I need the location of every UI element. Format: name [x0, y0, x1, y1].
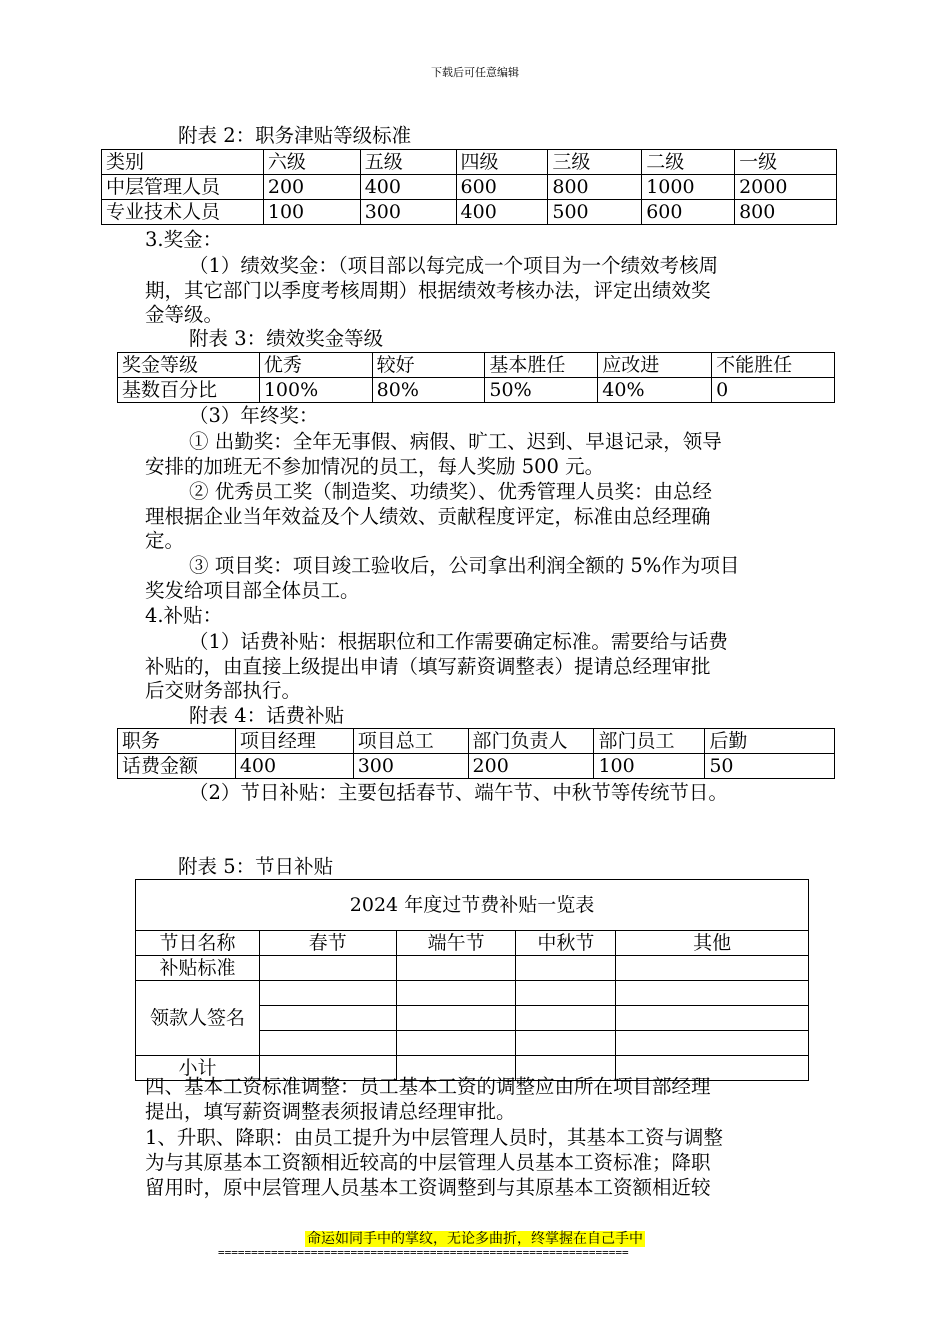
paragraph-line: ② 优秀员工奖（制造奖、功绩奖）、优秀管理人员奖：由总经 [189, 480, 712, 503]
table-cell: 100 [263, 200, 360, 225]
table-header-cell: 五级 [360, 150, 456, 175]
section-title: 4.补贴： [145, 604, 223, 627]
table-empty-cell [516, 1006, 616, 1031]
table-empty-cell [516, 981, 616, 1006]
table-header-cell: 不能胜任 [712, 353, 835, 378]
paragraph-line: 1、升职、降职：由员工提升为中层管理人员时，其基本工资与调整 [145, 1126, 723, 1149]
paragraph-line: 奖发给项目部全体员工。 [145, 579, 360, 602]
paragraph-line: 四、基本工资标准调整：员工基本工资的调整应由所在项目部经理 [145, 1075, 711, 1098]
table-cell: 500 [548, 200, 642, 225]
table-row [136, 981, 809, 1006]
table-header-cell: 项目经理 [235, 729, 353, 754]
paragraph-line: （1）绩效奖金：（项目部以每完成一个项目为一个绩效考核周 [189, 254, 719, 277]
holiday-allowance-table [135, 879, 809, 1081]
table-header-cell: 四级 [456, 150, 548, 175]
table-cell: 50% [485, 378, 598, 403]
paragraph-line: 理根据企业当年效益及个人绩效、贡献程度评定，标准由总经理确 [145, 505, 711, 528]
table-row [118, 378, 835, 403]
table-header-cell: 较好 [372, 353, 485, 378]
table-cell: 话费金额 [118, 754, 236, 779]
paragraph-line: 留用时，原中层管理人员基本工资调整到与其原基本工资额相近较 [145, 1176, 711, 1199]
table-cell: 1000 [642, 175, 735, 200]
footer-motto [0, 1228, 950, 1248]
table-cell: 400 [456, 200, 548, 225]
paragraph-line: 补贴的，由直接上级提出申请（填写薪资调整表）提请总经理审批 [145, 655, 711, 678]
section-title: 3.奖金： [145, 228, 223, 251]
table-empty-cell [259, 956, 396, 981]
paragraph-line: （2）节日补贴：主要包括春节、端午节、中秋节等传统节日。 [189, 781, 728, 804]
page-header: 下载后可任意编辑 [431, 66, 519, 79]
table-row [102, 200, 837, 225]
table-empty-cell [396, 1031, 516, 1056]
paragraph-line: 提出，填写薪资调整表须报请总经理审批。 [145, 1100, 516, 1123]
paragraph-line: （1）话费补贴：根据职位和工作需要确定标准。需要给与话费 [189, 630, 728, 653]
motto-text: 命运如同手中的掌纹，无论多曲折，终掌握在自己手中 [307, 1231, 643, 1247]
table-cell: 50 [705, 754, 835, 779]
table-empty-cell [516, 956, 616, 981]
table-cell: 40% [598, 378, 712, 403]
table-row [118, 754, 835, 779]
table-cell: 80% [372, 378, 485, 403]
paragraph-line: 后交财务部执行。 [145, 679, 302, 702]
table-header-cell: 部门员工 [594, 729, 705, 754]
table-header-cell: 三级 [548, 150, 642, 175]
table-header-row [118, 729, 835, 754]
table-header-cell: 中秋节 [516, 931, 616, 956]
table-cell: 200 [263, 175, 360, 200]
table-cell: 600 [642, 200, 735, 225]
table-empty-cell [396, 1006, 516, 1031]
table5-caption: 附表 5：节日补贴 [178, 855, 334, 878]
paragraph-line: 定。 [145, 529, 185, 552]
table-header-cell: 六级 [263, 150, 360, 175]
table-empty-cell [259, 1031, 396, 1056]
phone-allowance-table [117, 728, 835, 779]
table-empty-cell [616, 1006, 809, 1031]
table-header-cell: 一级 [735, 150, 837, 175]
table-row [102, 175, 837, 200]
table-cell: 2000 [735, 175, 837, 200]
table-empty-cell [516, 1031, 616, 1056]
table-header-cell: 其他 [616, 931, 809, 956]
table-cell: 专业技术人员 [102, 200, 264, 225]
table-empty-cell [616, 956, 809, 981]
table2-caption: 附表 2：职务津贴等级标准 [178, 124, 412, 147]
table-cell: 中层管理人员 [102, 175, 264, 200]
allowance-grade-table [101, 149, 837, 225]
table-cell: 300 [353, 754, 468, 779]
table-header-cell: 应改进 [598, 353, 712, 378]
performance-bonus-table [117, 352, 835, 403]
table-header-cell: 后勤 [705, 729, 835, 754]
table-cell: 100 [594, 754, 705, 779]
paragraph-line: 期，其它部门以季度考核周期）根据绩效考核办法，评定出绩效奖 [145, 279, 711, 302]
table-row [136, 956, 809, 981]
table-cell: 400 [235, 754, 353, 779]
table-cell: 300 [360, 200, 456, 225]
table-header-cell: 职务 [118, 729, 236, 754]
paragraph-line: 金等级。 [145, 303, 224, 326]
table-header-cell: 优秀 [259, 353, 372, 378]
table-cell: 基数百分比 [118, 378, 260, 403]
table-header-cell: 春节 [259, 931, 396, 956]
table-header-cell: 类别 [102, 150, 264, 175]
subsection-title: （3）年终奖： [189, 404, 319, 427]
table-header-row [136, 931, 809, 956]
table-cell: 100% [259, 378, 372, 403]
table-empty-cell [616, 981, 809, 1006]
paragraph-line: 为与其原基本工资额相近较高的中层管理人员基本工资标准；降职 [145, 1151, 711, 1174]
table-empty-cell [396, 981, 516, 1006]
table-cell: 800 [735, 200, 837, 225]
table-row-label: 补贴标准 [136, 956, 260, 981]
table-header-cell: 基本胜任 [485, 353, 598, 378]
table-cell: 200 [468, 754, 594, 779]
table-empty-cell [259, 981, 396, 1006]
table3-caption: 附表 3：绩效奖金等级 [189, 327, 384, 350]
table-row-label: 小计 [136, 1056, 260, 1081]
table-cell: 600 [456, 175, 548, 200]
table-header-cell: 奖金等级 [118, 353, 260, 378]
table-title-row [136, 880, 809, 931]
paragraph-line: ③ 项目奖：项目竣工验收后，公司拿出利润全额的 5%作为项目 [189, 554, 740, 577]
table-header-cell: 项目总工 [353, 729, 468, 754]
table4-caption: 附表 4：话费补贴 [189, 704, 345, 727]
table-cell: 800 [548, 175, 642, 200]
table-empty-cell [616, 1031, 809, 1056]
paragraph-line: ① 出勤奖：全年无事假、病假、旷工、迟到、早退记录，领导 [189, 430, 722, 453]
table-empty-cell [259, 1006, 396, 1031]
table-header-cell: 节日名称 [136, 931, 260, 956]
table-title: 2024 年度过节费补贴一览表 [136, 880, 809, 931]
table-header-row [102, 150, 837, 175]
table-cell: 0 [712, 378, 835, 403]
table-header-cell: 部门负责人 [468, 729, 594, 754]
table-header-row [118, 353, 835, 378]
table-header-cell: 端午节 [396, 931, 516, 956]
table-empty-cell [396, 956, 516, 981]
table-row-label: 领款人签名 [136, 981, 260, 1056]
table-cell: 400 [360, 175, 456, 200]
paragraph-line: 安排的加班无不参加情况的员工，每人奖励 500 元。 [145, 455, 605, 478]
table-header-cell: 二级 [642, 150, 735, 175]
footer-rule: ============================================================== [218, 1246, 629, 1259]
